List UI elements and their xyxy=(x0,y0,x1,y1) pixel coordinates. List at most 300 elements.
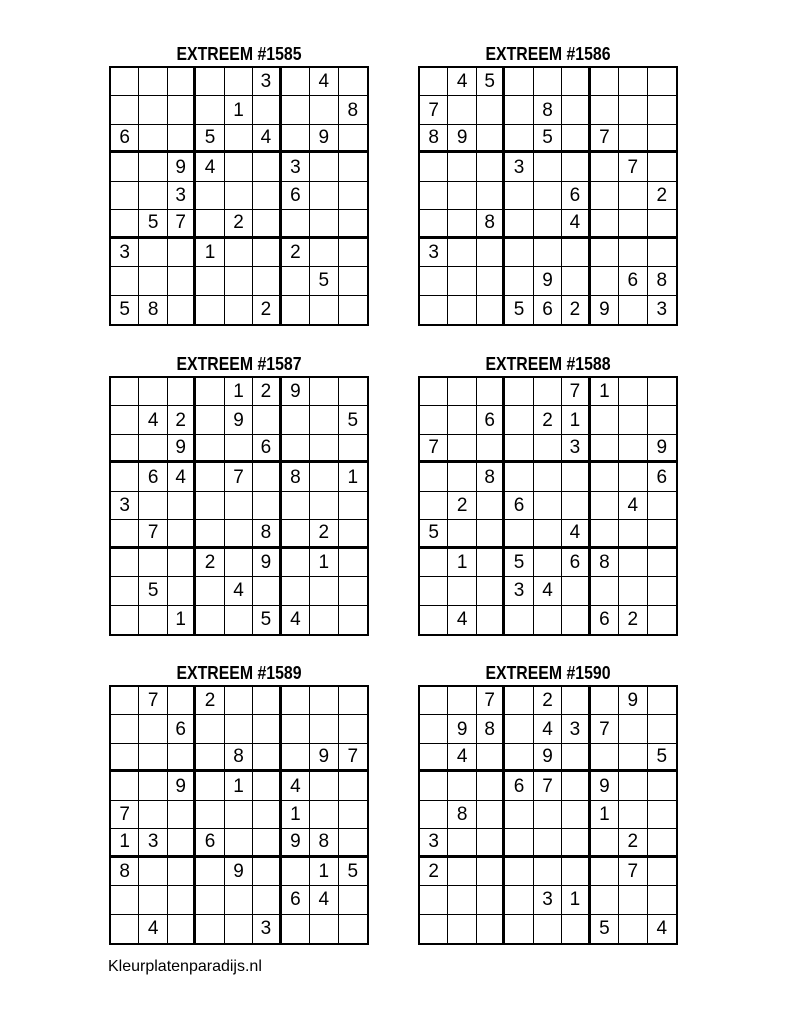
grid-cell xyxy=(591,492,619,520)
grid-cell xyxy=(648,492,676,520)
grid-cell: 8 xyxy=(420,125,448,153)
grid-cell: 1 xyxy=(168,606,196,634)
grid-cell xyxy=(477,125,505,153)
grid-cell xyxy=(562,858,590,886)
grid-cell xyxy=(139,125,167,153)
grid-cell: 6 xyxy=(111,125,139,153)
grid-cell xyxy=(282,296,310,324)
grid-cell xyxy=(196,606,224,634)
grid-cell xyxy=(477,549,505,577)
grid-cell: 9 xyxy=(168,153,196,181)
grid-cell xyxy=(139,68,167,96)
grid-cell xyxy=(648,858,676,886)
grid-cell xyxy=(477,886,505,914)
grid-cell: 4 xyxy=(139,915,167,943)
grid-cell xyxy=(282,858,310,886)
grid-cell xyxy=(648,68,676,96)
grid-cell xyxy=(139,96,167,124)
grid-cell: 7 xyxy=(477,687,505,715)
grid-cell xyxy=(253,463,281,491)
grid-cell xyxy=(477,858,505,886)
grid-cell xyxy=(448,182,476,210)
grid-cell xyxy=(505,715,533,743)
grid-cell xyxy=(139,886,167,914)
grid-cell xyxy=(477,772,505,800)
grid-cell xyxy=(477,520,505,548)
grid-cell: 4 xyxy=(448,68,476,96)
grid-cell xyxy=(310,606,338,634)
grid-cell: 6 xyxy=(619,267,647,295)
grid-cell xyxy=(196,296,224,324)
grid-cell: 6 xyxy=(139,463,167,491)
grid-cell: 5 xyxy=(420,520,448,548)
grid-cell: 1 xyxy=(591,378,619,406)
grid-cell: 2 xyxy=(168,406,196,434)
grid-cell xyxy=(619,886,647,914)
grid-cell xyxy=(562,829,590,857)
grid-cell: 3 xyxy=(420,829,448,857)
grid-cell xyxy=(253,886,281,914)
grid-cell xyxy=(591,858,619,886)
grid-cell xyxy=(339,125,367,153)
grid-cell xyxy=(505,463,533,491)
grid-cell xyxy=(310,715,338,743)
grid-cell: 6 xyxy=(196,829,224,857)
sudoku-puzzle xyxy=(418,352,678,636)
grid-cell xyxy=(534,801,562,829)
grid-cell xyxy=(310,435,338,463)
grid-cell: 4 xyxy=(619,492,647,520)
grid-cell xyxy=(139,744,167,772)
grid-cell xyxy=(534,915,562,943)
grid-cell: 6 xyxy=(282,182,310,210)
grid-cell xyxy=(505,520,533,548)
grid-cell: 6 xyxy=(168,715,196,743)
grid-cell xyxy=(282,744,310,772)
grid-cell xyxy=(196,267,224,295)
grid-cell xyxy=(448,239,476,267)
sudoku-puzzle xyxy=(109,352,369,636)
grid-cell: 5 xyxy=(310,267,338,295)
grid-cell xyxy=(477,577,505,605)
grid-cell: 8 xyxy=(477,463,505,491)
grid-cell xyxy=(477,267,505,295)
site-credit: Kleurplatenparadijs.nl xyxy=(108,958,262,975)
grid-cell xyxy=(420,378,448,406)
grid-cell xyxy=(591,68,619,96)
grid-cell xyxy=(310,182,338,210)
grid-cell: 2 xyxy=(534,687,562,715)
grid-cell xyxy=(505,267,533,295)
grid-cell xyxy=(648,378,676,406)
grid-cell xyxy=(139,858,167,886)
grid-cell xyxy=(310,577,338,605)
grid-cell xyxy=(111,744,139,772)
grid-cell xyxy=(534,858,562,886)
grid-cell xyxy=(282,210,310,238)
grid-cell xyxy=(619,210,647,238)
grid-cell xyxy=(310,687,338,715)
grid-cell: 2 xyxy=(562,296,590,324)
grid-cell xyxy=(420,886,448,914)
grid-cell xyxy=(310,296,338,324)
grid-cell xyxy=(225,915,253,943)
grid-cell: 7 xyxy=(420,96,448,124)
grid-cell xyxy=(282,406,310,434)
grid-cell: 9 xyxy=(225,858,253,886)
grid-cell xyxy=(168,577,196,605)
grid-cell xyxy=(591,96,619,124)
grid-cell: 4 xyxy=(196,153,224,181)
grid-cell xyxy=(420,549,448,577)
grid-cell xyxy=(505,378,533,406)
grid-cell xyxy=(619,915,647,943)
grid-cell xyxy=(139,435,167,463)
grid-cell xyxy=(339,68,367,96)
grid-cell xyxy=(562,96,590,124)
grid-cell xyxy=(591,829,619,857)
grid-cell xyxy=(168,801,196,829)
grid-cell xyxy=(339,210,367,238)
grid-cell xyxy=(648,406,676,434)
grid-cell xyxy=(505,96,533,124)
grid-cell xyxy=(505,182,533,210)
grid-cell: 4 xyxy=(656,918,668,940)
grid-cell xyxy=(253,210,281,238)
grid-cell xyxy=(619,715,647,743)
grid-cell xyxy=(505,125,533,153)
grid-cell xyxy=(477,829,505,857)
grid-cell xyxy=(282,96,310,124)
grid-cell xyxy=(111,435,139,463)
grid-cell xyxy=(196,715,224,743)
grid-cell xyxy=(253,715,281,743)
grid-cell xyxy=(562,492,590,520)
grid-cell: 5 xyxy=(505,549,533,577)
grid-cell xyxy=(591,267,619,295)
grid-cell xyxy=(591,239,619,267)
grid-cell: 4 xyxy=(562,520,590,548)
grid-cell xyxy=(225,153,253,181)
grid-cell: 8 xyxy=(448,801,476,829)
grid-cell: 3 xyxy=(111,239,139,267)
grid-cell xyxy=(591,520,619,548)
grid-cell xyxy=(111,549,139,577)
grid-cell xyxy=(310,772,338,800)
grid-cell xyxy=(225,549,253,577)
grid-cell xyxy=(591,435,619,463)
grid-cell xyxy=(648,125,676,153)
grid-cell: 9 xyxy=(534,744,562,772)
grid-cell xyxy=(505,744,533,772)
grid-cell: 4 xyxy=(253,125,281,153)
grid-cell xyxy=(339,829,367,857)
grid-cell xyxy=(310,915,338,943)
grid-cell xyxy=(196,406,224,434)
grid-cell xyxy=(477,96,505,124)
grid-cell: 9 xyxy=(619,687,647,715)
grid-cell xyxy=(310,239,338,267)
grid-cell xyxy=(505,239,533,267)
grid-cell xyxy=(339,915,367,943)
grid-cell xyxy=(591,687,619,715)
grid-cell: 1 xyxy=(448,549,476,577)
puzzle-title: EXTREEM #1589 xyxy=(176,663,302,683)
grid-cell: 2 xyxy=(619,606,647,634)
grid-cell: 1 xyxy=(591,801,619,829)
puzzle-title: EXTREEM #1588 xyxy=(485,354,611,374)
grid-cell: 7 xyxy=(591,715,619,743)
grid-cell: 4 xyxy=(562,210,590,238)
grid-cell xyxy=(196,858,224,886)
grid-cell xyxy=(339,577,367,605)
grid-cell xyxy=(562,68,590,96)
grid-cell: 7 xyxy=(534,772,562,800)
grid-cell xyxy=(619,577,647,605)
grid-cell xyxy=(339,715,367,743)
grid-cell xyxy=(282,520,310,548)
grid-cell xyxy=(225,492,253,520)
grid-cell xyxy=(477,153,505,181)
grid-cell: 2 xyxy=(420,858,448,886)
sudoku-puzzle xyxy=(418,661,678,945)
grid-cell: 4 xyxy=(534,577,562,605)
grid-cell xyxy=(420,182,448,210)
grid-cell xyxy=(196,378,224,406)
grid-cell xyxy=(619,801,647,829)
grid-cell xyxy=(648,886,676,914)
grid-cell: 2 xyxy=(196,687,224,715)
grid-cell xyxy=(505,210,533,238)
sudoku-grid xyxy=(109,376,369,636)
grid-cell xyxy=(139,772,167,800)
sudoku-puzzle xyxy=(418,42,678,326)
grid-cell: 3 xyxy=(562,715,590,743)
grid-cell xyxy=(111,210,139,238)
sudoku-grid xyxy=(418,376,678,636)
grid-cell: 5 xyxy=(139,577,167,605)
grid-cell xyxy=(225,829,253,857)
grid-cell: 9 xyxy=(591,296,619,324)
grid-cell: 7 xyxy=(139,687,167,715)
grid-cell xyxy=(648,829,676,857)
grid-cell xyxy=(448,210,476,238)
grid-cell xyxy=(282,492,310,520)
grid-cell xyxy=(448,463,476,491)
grid-cell: 8 xyxy=(477,715,505,743)
grid-cell: 1 xyxy=(562,886,590,914)
grid-cell xyxy=(534,68,562,96)
grid-cell xyxy=(448,577,476,605)
grid-cell xyxy=(420,687,448,715)
grid-cell xyxy=(253,577,281,605)
grid-cell xyxy=(420,715,448,743)
grid-cell xyxy=(339,772,367,800)
grid-cell: 7 xyxy=(168,210,196,238)
grid-cell xyxy=(477,744,505,772)
sudoku-puzzle xyxy=(109,661,369,945)
grid-cell: 6 xyxy=(253,435,281,463)
grid-cell xyxy=(505,68,533,96)
grid-cell: 8 xyxy=(339,96,367,124)
grid-cell: 3 xyxy=(656,299,668,321)
grid-cell xyxy=(562,577,590,605)
grid-cell xyxy=(139,182,167,210)
grid-cell xyxy=(534,239,562,267)
grid-cell xyxy=(619,549,647,577)
grid-cell xyxy=(648,715,676,743)
grid-cell xyxy=(111,520,139,548)
grid-cell xyxy=(139,267,167,295)
grid-cell: 1 xyxy=(562,406,590,434)
grid-cell: 9 xyxy=(282,378,310,406)
grid-cell: 3 xyxy=(139,829,167,857)
grid-cell: 8 xyxy=(534,96,562,124)
grid-cell xyxy=(111,915,139,943)
grid-cell: 5 xyxy=(505,296,533,324)
grid-cell xyxy=(420,744,448,772)
grid-cell xyxy=(591,153,619,181)
grid-cell xyxy=(448,378,476,406)
grid-cell xyxy=(111,577,139,605)
grid-cell: 6 xyxy=(591,606,619,634)
grid-cell xyxy=(420,153,448,181)
grid-cell xyxy=(339,492,367,520)
grid-cell xyxy=(139,239,167,267)
grid-cell xyxy=(591,182,619,210)
grid-cell xyxy=(591,577,619,605)
grid-cell xyxy=(168,886,196,914)
grid-cell xyxy=(534,153,562,181)
grid-cell xyxy=(339,606,367,634)
grid-cell xyxy=(562,239,590,267)
grid-cell: 2 xyxy=(619,829,647,857)
grid-cell xyxy=(591,886,619,914)
grid-cell xyxy=(168,687,196,715)
grid-cell xyxy=(448,153,476,181)
grid-cell xyxy=(310,210,338,238)
puzzle-title: EXTREEM #1586 xyxy=(485,44,611,64)
grid-cell xyxy=(562,772,590,800)
grid-cell xyxy=(196,801,224,829)
grid-cell xyxy=(339,801,367,829)
grid-cell: 9 xyxy=(448,715,476,743)
grid-cell xyxy=(477,378,505,406)
grid-cell xyxy=(282,267,310,295)
grid-cell: 6 xyxy=(282,886,310,914)
grid-cell xyxy=(196,915,224,943)
grid-cell: 9 xyxy=(282,829,310,857)
grid-cell xyxy=(534,435,562,463)
grid-cell xyxy=(225,801,253,829)
grid-cell: 3 xyxy=(505,153,533,181)
grid-cell xyxy=(310,378,338,406)
grid-cell xyxy=(477,435,505,463)
grid-cell xyxy=(448,915,476,943)
grid-cell xyxy=(591,744,619,772)
grid-cell xyxy=(534,182,562,210)
grid-cell xyxy=(253,858,281,886)
grid-cell xyxy=(619,239,647,267)
grid-cell xyxy=(420,915,448,943)
grid-cell xyxy=(420,463,448,491)
grid-cell: 1 xyxy=(310,858,338,886)
grid-cell xyxy=(648,153,676,181)
grid-cell: 2 xyxy=(253,378,281,406)
grid-cell xyxy=(477,182,505,210)
grid-cell xyxy=(196,210,224,238)
grid-cell xyxy=(562,915,590,943)
grid-cell xyxy=(310,96,338,124)
grid-cell: 8 xyxy=(591,549,619,577)
grid-cell xyxy=(619,125,647,153)
grid-cell xyxy=(562,687,590,715)
grid-cell xyxy=(111,715,139,743)
grid-cell xyxy=(225,182,253,210)
sudoku-puzzle xyxy=(109,42,369,326)
grid-cell: 4 xyxy=(139,406,167,434)
grid-cell xyxy=(168,549,196,577)
grid-cell xyxy=(310,801,338,829)
grid-cell xyxy=(448,296,476,324)
grid-cell: 7 xyxy=(339,744,367,772)
grid-cell: 3 xyxy=(111,492,139,520)
grid-cell xyxy=(505,829,533,857)
grid-cell xyxy=(196,463,224,491)
grid-cell xyxy=(339,687,367,715)
grid-cell: 7 xyxy=(619,153,647,181)
grid-cell: 6 xyxy=(477,406,505,434)
grid-cell: 3 xyxy=(253,68,281,96)
grid-cell xyxy=(619,378,647,406)
grid-cell xyxy=(139,378,167,406)
grid-cell: 2 xyxy=(534,406,562,434)
grid-cell xyxy=(448,687,476,715)
grid-cell: 3 xyxy=(420,239,448,267)
grid-cell xyxy=(253,96,281,124)
grid-cell xyxy=(339,296,367,324)
grid-cell xyxy=(339,239,367,267)
grid-cell xyxy=(619,772,647,800)
grid-cell xyxy=(534,378,562,406)
grid-cell xyxy=(505,406,533,434)
grid-cell xyxy=(225,520,253,548)
grid-cell xyxy=(111,153,139,181)
grid-cell xyxy=(168,829,196,857)
grid-cell xyxy=(648,772,676,800)
grid-cell: 9 xyxy=(591,772,619,800)
grid-cell xyxy=(282,549,310,577)
grid-cell xyxy=(168,378,196,406)
grid-cell: 9 xyxy=(448,125,476,153)
grid-cell: 5 xyxy=(139,210,167,238)
grid-cell xyxy=(282,435,310,463)
grid-cell xyxy=(534,463,562,491)
grid-cell: 7 xyxy=(111,801,139,829)
grid-cell xyxy=(111,68,139,96)
grid-cell xyxy=(505,858,533,886)
grid-cell xyxy=(225,125,253,153)
grid-cell xyxy=(619,520,647,548)
grid-cell: 3 xyxy=(505,577,533,605)
grid-cell: 2 xyxy=(225,210,253,238)
grid-cell xyxy=(168,239,196,267)
grid-cell xyxy=(448,886,476,914)
grid-cell: 5 xyxy=(591,915,619,943)
grid-cell xyxy=(648,210,676,238)
grid-cell xyxy=(619,406,647,434)
grid-cell xyxy=(111,886,139,914)
